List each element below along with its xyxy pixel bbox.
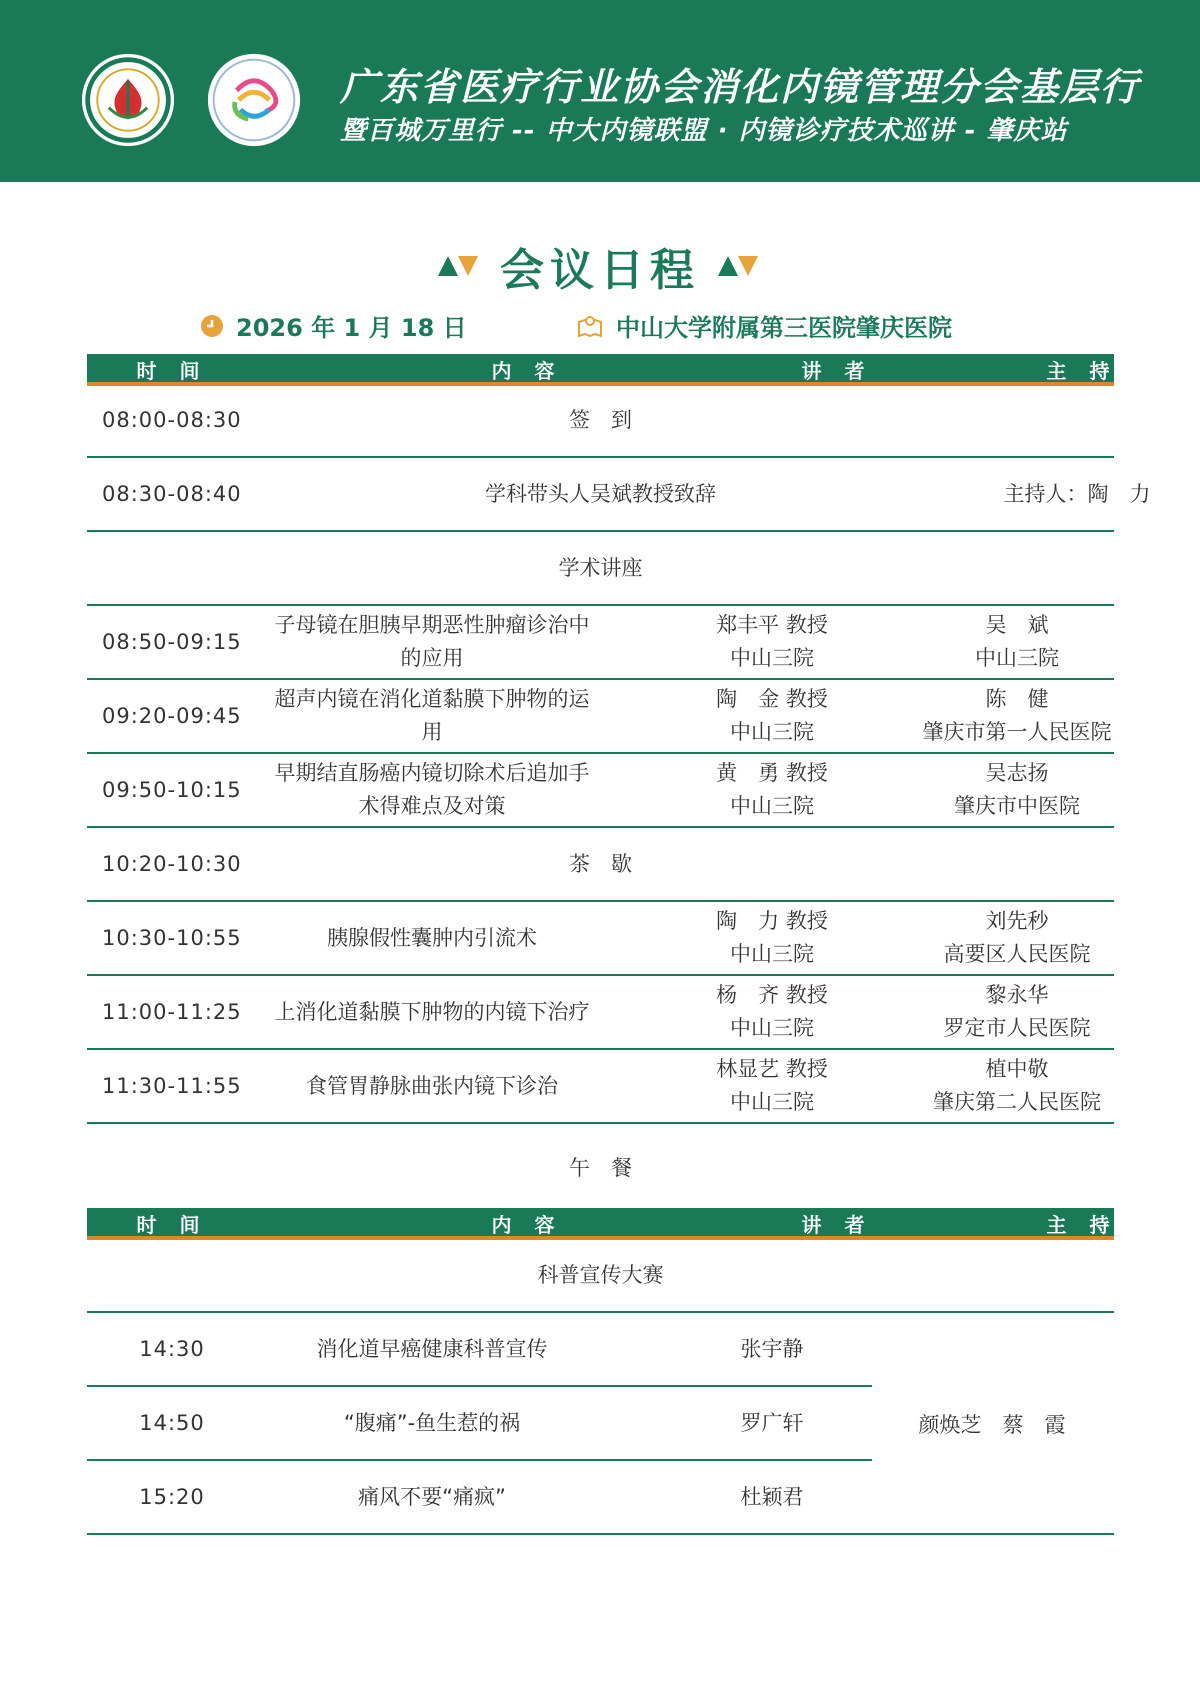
info-row xyxy=(0,308,1200,348)
clock-icon xyxy=(200,314,224,338)
host-org: 中山三院 xyxy=(975,646,1059,670)
row-time: 08:30-08:40 xyxy=(102,482,242,506)
host-name: 陈 健 xyxy=(985,687,1049,711)
table-row xyxy=(87,754,1114,828)
row-speaker xyxy=(647,1050,897,1122)
row-speaker xyxy=(647,976,897,1048)
speaker-name: 黄 勇 教授 xyxy=(716,761,828,785)
row-speaker: 罗广轩 xyxy=(740,1410,804,1435)
table-row xyxy=(87,976,1114,1050)
speaker-name: 陶 金 教授 xyxy=(716,687,828,711)
section-title: 科普宣传大赛 xyxy=(537,1263,664,1287)
row-content: 食管胃静脉曲张内镜下诊治 xyxy=(306,1073,558,1098)
section-science-contest xyxy=(87,1239,1114,1313)
venue-info xyxy=(576,308,952,343)
table-row xyxy=(87,606,1114,680)
speaker-name: 郑丰平 教授 xyxy=(716,613,828,637)
host-org: 肇庆市第一人民医院 xyxy=(922,720,1112,744)
row-content: 痛风不要“痛疯” xyxy=(358,1484,506,1509)
row-content: 上消化道黏膜下肿物的内镜下治疗 xyxy=(274,999,590,1024)
col-speaker: 讲 者 xyxy=(801,359,873,383)
row-content: 签 到 xyxy=(569,408,632,432)
triangle-decoration-icon xyxy=(718,254,762,278)
row-time: 09:50-10:15 xyxy=(102,778,242,802)
row-content: 消化道早癌健康科普宣传 xyxy=(316,1336,548,1361)
row-host xyxy=(867,976,1167,1048)
speaker-name: 杨 齐 教授 xyxy=(716,983,828,1007)
col-content: 内 容 xyxy=(491,359,563,383)
triangle-decoration-icon xyxy=(438,254,482,278)
host-name: 吴 斌 xyxy=(985,613,1049,637)
row-host xyxy=(867,606,1167,678)
row-content: “腹痛”-鱼生惹的祸 xyxy=(343,1410,521,1435)
col-time: 时 间 xyxy=(136,359,208,383)
speaker-org: 中山三院 xyxy=(730,1016,814,1040)
row-host xyxy=(867,902,1167,974)
row-time: 11:30-11:55 xyxy=(102,1074,242,1098)
row-host xyxy=(867,1050,1167,1122)
date-info xyxy=(200,308,467,343)
title-row xyxy=(0,236,1200,296)
host-name: 黎永华 xyxy=(985,983,1049,1007)
col-host: 主 持 xyxy=(1046,359,1118,383)
row-speaker: 杜颖君 xyxy=(740,1484,804,1509)
row-content: 茶 歇 xyxy=(569,852,632,876)
row-host xyxy=(867,680,1167,752)
row-time: 08:00-08:30 xyxy=(102,408,242,432)
speaker-org: 中山三院 xyxy=(730,794,814,818)
row-time: 14:30 xyxy=(139,1337,205,1361)
header-title: 广东省医疗行业协会消化内镜管理分会基层行 xyxy=(340,65,1141,109)
row-time: 11:00-11:25 xyxy=(102,1000,242,1024)
host-org: 肇庆市中医院 xyxy=(954,794,1080,818)
row-time: 08:50-09:15 xyxy=(102,630,242,654)
table-row xyxy=(87,902,1114,976)
table-row xyxy=(87,680,1114,754)
col-content: 内 容 xyxy=(491,1213,563,1237)
speaker-org: 中山三院 xyxy=(730,720,814,744)
header-banner xyxy=(0,0,1200,182)
speaker-name: 林显艺 教授 xyxy=(716,1057,828,1081)
table-row xyxy=(87,1313,872,1387)
medical-association-logo xyxy=(80,52,176,148)
row-speaker xyxy=(647,754,897,826)
speaker-org: 中山三院 xyxy=(730,646,814,670)
host-name: 吴志扬 xyxy=(985,761,1049,785)
col-host: 主 持 xyxy=(1046,1213,1118,1237)
afternoon-host: 颜焕芝 蔡 霞 xyxy=(918,1413,1066,1437)
speaker-org: 中山三院 xyxy=(730,942,814,966)
event-date: 2026 年 1 月 18 日 xyxy=(236,314,467,342)
row-time: 14:50 xyxy=(139,1411,205,1435)
table-row-checkin xyxy=(87,384,1114,458)
speaker-org: 中山三院 xyxy=(730,1090,814,1114)
col-time: 时 间 xyxy=(136,1213,208,1237)
row-speaker xyxy=(647,680,897,752)
host-org: 肇庆第二人民医院 xyxy=(933,1090,1101,1114)
row-host xyxy=(867,754,1167,826)
table-row-opening xyxy=(87,458,1151,532)
row-time: 09:20-09:45 xyxy=(102,704,242,728)
row-content: 早期结直肠癌内镜切除术后追加手术得难点及对策 xyxy=(274,761,590,818)
row-content: 超声内镜在消化道黏膜下肿物的运用 xyxy=(274,687,590,744)
row-speaker: 张宇静 xyxy=(740,1336,804,1361)
host-org: 罗定市人民医院 xyxy=(943,1016,1091,1040)
row-host: 主持人：陶 力 xyxy=(1003,481,1151,506)
table-row xyxy=(87,1050,1114,1124)
section-academic-lectures xyxy=(87,532,1114,606)
location-map-icon xyxy=(576,312,604,340)
table-row-break xyxy=(87,828,1114,902)
table-row xyxy=(87,1387,872,1461)
col-speaker: 讲 者 xyxy=(801,1213,873,1237)
row-content: 子母镜在胆胰早期恶性肿瘤诊治中的应用 xyxy=(274,613,590,670)
row-content: 胰腺假性囊肿内引流术 xyxy=(327,925,537,950)
row-speaker xyxy=(647,902,897,974)
host-name: 植中敬 xyxy=(985,1057,1049,1081)
host-name: 刘先秒 xyxy=(985,909,1049,933)
table-header-morning xyxy=(87,354,1118,386)
row-content: 学科带头人吴斌教授致辞 xyxy=(485,482,716,506)
row-speaker xyxy=(647,606,897,678)
table-header-afternoon xyxy=(87,1208,1118,1240)
page-title: 会议日程 xyxy=(500,245,700,296)
header-subtitle: 暨百城万里行 -- 中大内镜联盟 · 内镜诊疗技术巡讲 - 肇庆站 xyxy=(340,116,1068,146)
venue-name: 中山大学附属第三医院肇庆医院 xyxy=(616,314,952,342)
host-org: 高要区人民医院 xyxy=(943,942,1091,966)
row-time: 15:20 xyxy=(139,1485,205,1509)
endoscopy-alliance-logo xyxy=(206,52,302,148)
row-time: 10:30-10:55 xyxy=(102,926,242,950)
section-title: 学术讲座 xyxy=(558,556,643,580)
speaker-name: 陶 力 教授 xyxy=(716,909,828,933)
row-time: 10:20-10:30 xyxy=(102,852,242,876)
lunch-label: 午 餐 xyxy=(569,1156,632,1180)
